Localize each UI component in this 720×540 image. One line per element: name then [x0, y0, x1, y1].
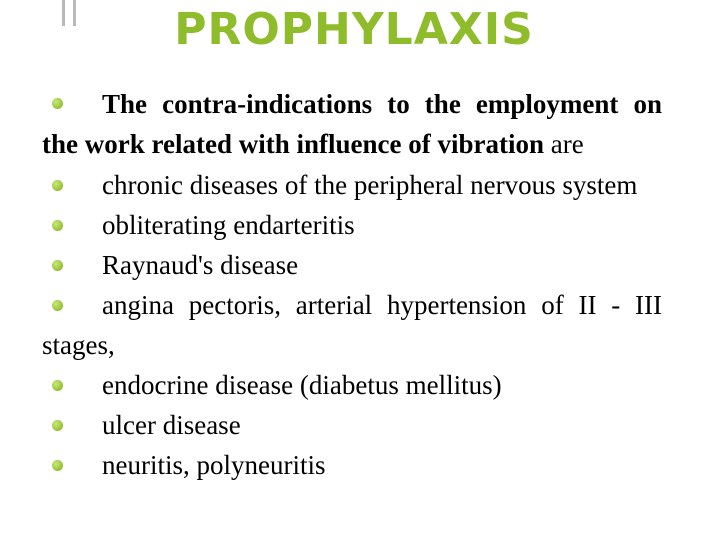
list-item-text: obliterating endarteritis	[102, 210, 355, 240]
bullet-icon	[52, 420, 63, 431]
bullet-icon	[52, 98, 63, 109]
list-item	[42, 205, 662, 245]
bullet-icon	[52, 300, 63, 311]
bullet-icon	[52, 380, 63, 391]
list-item-text: Raynaud's disease	[102, 250, 299, 280]
list-item-text: angina pectoris, arterial hypertension of II - III stages,	[42, 290, 662, 360]
list-item	[42, 445, 662, 485]
bullet-icon	[52, 180, 63, 191]
lead-paragraph	[42, 84, 662, 164]
bullet-list	[42, 165, 662, 485]
list-item	[42, 245, 662, 285]
list-item-text: endocrine disease (diabetus mellitus)	[102, 370, 502, 400]
list-item-text: neuritis, polyneuritis	[102, 450, 326, 480]
bullet-icon	[52, 220, 63, 231]
list-item-text: chronic diseases of the peripheral nervous system	[102, 170, 638, 200]
list-item-text: ulcer disease	[102, 410, 241, 440]
slide-title: PROPHYLAXIS	[174, 4, 534, 55]
lead-normal-text: are	[550, 129, 584, 159]
bullet-icon	[52, 460, 63, 471]
list-item	[42, 165, 662, 205]
list-item	[42, 285, 662, 365]
slide-body	[42, 84, 662, 485]
lead-bold-text: The contra-indications to the employment on the work related with influence of vibration	[42, 89, 662, 159]
bullet-icon	[52, 260, 63, 271]
list-item	[42, 365, 662, 405]
list-item	[42, 405, 662, 445]
